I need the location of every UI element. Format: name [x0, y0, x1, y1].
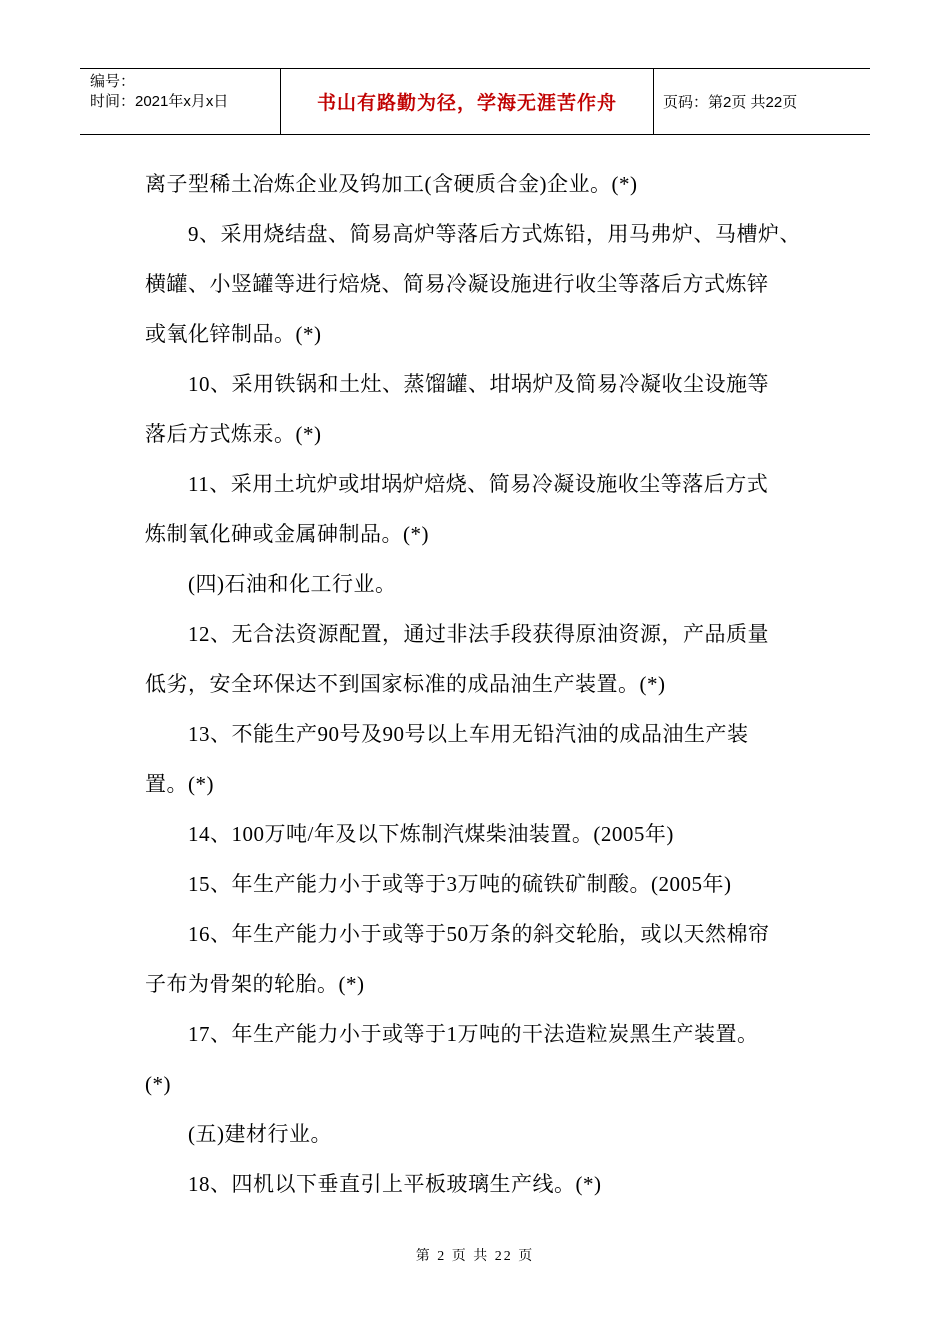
body-line: 10、采用铁锅和土灶、蒸馏罐、坩埚炉及简易冷凝收尘设施等 [188, 372, 769, 396]
document-header [80, 68, 870, 135]
header-motto: 书山有路勤为径，学海无涯苦作舟 [316, 92, 617, 114]
body-line: 或氧化锌制品。(*) [145, 322, 322, 346]
body-line: 落后方式炼汞。(*) [145, 422, 322, 446]
body-line: 13、不能生产90号及90号以上车用无铅汽油的成品油生产装 [188, 722, 749, 746]
header-motto-cell [281, 69, 654, 134]
header-meta-cell [80, 69, 281, 134]
document-number-label: 编号： [90, 73, 136, 90]
body-line: 9、采用烧结盘、简易高炉等落后方式炼铅，用马弗炉、马槽炉、 [188, 222, 801, 246]
header-page-cell [654, 69, 870, 134]
body-line: 置。(*) [145, 772, 214, 796]
body-line: 16、年生产能力小于或等于50万条的斜交轮胎，或以天然棉帘 [188, 922, 770, 946]
body-line: 子布为骨架的轮胎。(*) [145, 972, 365, 996]
body-line: 11、采用土坑炉或坩埚炉焙烧、简易冷凝设施收尘等落后方式 [188, 472, 769, 496]
body-line: 炼制氧化砷或金属砷制品。(*) [145, 522, 429, 546]
page-footer: 第 2 页 共 22 页 [415, 1249, 535, 1264]
body-line: 18、四机以下垂直引上平板玻璃生产线。(*) [188, 1172, 602, 1196]
section-heading: (五)建材行业。 [188, 1122, 332, 1146]
body-line: (*) [145, 1072, 171, 1096]
body-line: 横罐、小竖罐等进行焙烧、简易冷凝设施进行收尘等落后方式炼锌 [145, 272, 769, 296]
body-line: 低劣，安全环保达不到国家标准的成品油生产装置。(*) [145, 672, 666, 696]
document-date-label: 时间：2021年x月x日 [90, 93, 229, 110]
section-heading: (四)石油和化工行业。 [188, 572, 397, 596]
body-line: 离子型稀土冶炼企业及钨加工(含硬质合金)企业。(*) [145, 172, 638, 196]
body-line: 15、年生产能力小于或等于3万吨的硫铁矿制酸。(2005年) [188, 872, 732, 896]
header-page-info: 页码：第2页 共22页 [663, 94, 798, 111]
body-line: 12、无合法资源配置，通过非法手段获得原油资源，产品质量 [188, 622, 769, 646]
body-line: 17、年生产能力小于或等于1万吨的干法造粒炭黑生产装置。 [188, 1022, 759, 1046]
body-line: 14、100万吨/年及以下炼制汽煤柴油装置。(2005年) [188, 822, 674, 846]
